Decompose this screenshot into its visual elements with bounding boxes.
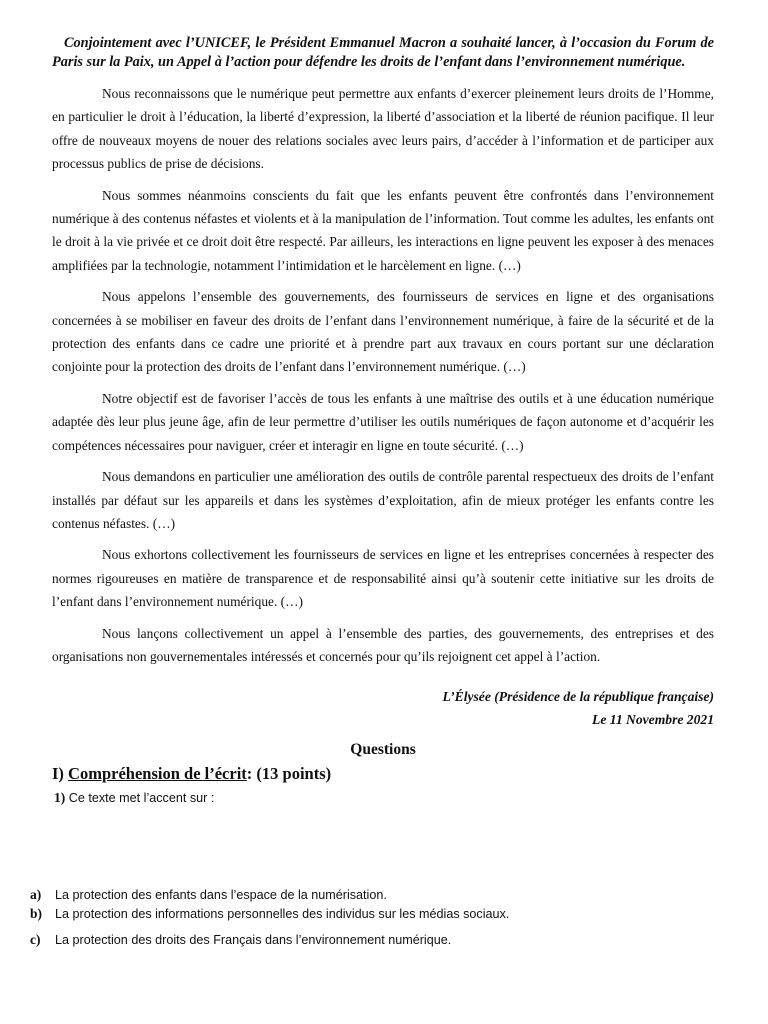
document-page — [52, 34, 714, 807]
question-number: 1) — [54, 790, 66, 806]
question-text: Ce texte met l’accent sur : — [65, 791, 215, 806]
option-c[interactable] — [30, 931, 451, 949]
option-a[interactable] — [30, 886, 387, 904]
option-text: La protection des informations personnelles des individus sur les médias sociaux. — [55, 907, 510, 921]
body-paragraph-2: Nous sommes néanmoins conscients du fait que les enfants peuvent être confrontés dans l’environnement numérique à des contenus néfastes et violents et à la manipulation de l’information. Tout comme les adultes, les enfants ont le droit à la vie privée et ce droit doit être respecté. Par ailleurs, les interactions en ligne peuvent les exposer à des menaces amplifiées par la technologie, notamment l’intimidation et le harcèlement en ligne. (…) — [52, 187, 714, 273]
body-paragraph-7: Nous lançons collectivement un appel à l’ensemble des parties, des gouvernements, des entreprises et des organisations non gouvernementales intéressés et concernés pour qu’ils rejoignent cet appel à l’action. — [52, 625, 714, 664]
questions-heading: Questions — [350, 741, 416, 759]
option-b[interactable] — [30, 905, 509, 923]
section-prefix: I) — [52, 764, 69, 784]
option-letter: b) — [30, 906, 43, 921]
source-date: Le 11 Novembre 2021 — [592, 712, 714, 728]
option-text: La protection des enfants dans l’espace de la numérisation. — [55, 888, 387, 902]
section-title: Compréhension de l’écrit — [68, 764, 247, 784]
body-paragraph-3: Nous appelons l’ensemble des gouvernements, des fournisseurs de services en ligne et des organisations concernées à se mobiliser en faveur des droits de l’enfant dans l’environnement numérique, à faire de la sécurité et de la protection des enfants dans ce cadre une priorité et à prendre part aux travaux en cours portant sur une déclaration conjointe pour la protection des droits de l’enfant dans l’environnement numérique. (…) — [52, 289, 714, 375]
section-heading — [52, 763, 714, 785]
body-paragraph-1: Nous reconnaissons que le numérique peut permettre aux enfants d’exercer pleinement leurs droits de l’Homme, en particulier le droit à l’éducation, la liberté d’expression, la liberté d’association et la liberté de réunion pacifique. Il leur offre de nouveaux moyens de nouer des relations sociales avec leurs pairs, d’accéder à l’information et de participer aux processus publics de prise de décisions. — [52, 86, 714, 172]
option-letter: c) — [30, 932, 41, 947]
body-paragraph-5: Nous demandons en particulier une amélioration des outils de contrôle parental respectueux des droits de l’enfant installés par défaut sur les appareils et dans les systèmes d’exploitation, afin de mieux protéger les enfants contre les contenus néfastes. (…) — [52, 469, 714, 531]
section-points: : (13 points) — [246, 764, 332, 784]
question-1 — [52, 789, 714, 807]
source-attribution — [52, 685, 714, 731]
option-letter: a) — [30, 887, 42, 902]
option-text: La protection des droits des Français dans l’environnement numérique. — [55, 933, 452, 947]
intro-paragraph: Conjointement avec l’UNICEF, le Président Emmanuel Macron a souhaité lancer, à l’occasion du Forum de Paris sur la Paix, un Appel à l’action pour défendre les droits de l’enfant dans l’environnement numérique. — [52, 35, 714, 70]
source-name: L’Élysée (Présidence de la république française) — [442, 689, 714, 705]
body-paragraph-6: Nous exhortons collectivement les fournisseurs de services en ligne et les entreprises concernées à respecter des normes rigoureuses en matière de transparence et de responsabilité ainsi qu’à soutenir cette initiative sur les droits de l’enfant dans l’environnement numérique. (…) — [52, 547, 714, 610]
body-paragraph-4: Notre objectif est de favoriser l’accès de tous les enfants à une maîtrise des outils et à une éducation numérique adaptée dès leur plus jeune âge, afin de leur permettre d’utiliser les outils numériques de façon autonome et d’acquérir les compétences nécessaires pour naviguer, créer et interagir en ligne en toute sécurité. (…) — [52, 390, 714, 453]
